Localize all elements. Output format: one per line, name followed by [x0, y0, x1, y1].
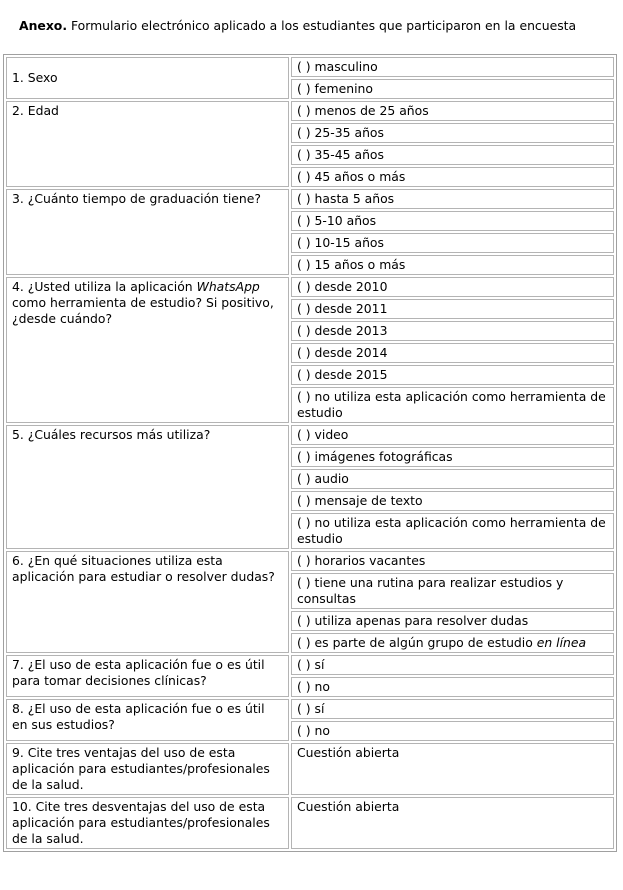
option-cell: ( ) tiene una rutina para realizar estudios y consultas: [291, 573, 614, 609]
option-text: ( ) es parte de algún grupo de estudio: [297, 635, 537, 650]
option-cell: ( ) 15 años o más: [291, 255, 614, 275]
question-6: 6. ¿En qué situaciones utiliza esta aplicación para estudiar o resolver dudas?: [6, 551, 289, 653]
option-cell: ( ) no utiliza esta aplicación como herramienta de estudio: [291, 513, 614, 549]
caption-label: Anexo.: [19, 18, 68, 33]
table-row: [6, 743, 614, 795]
option-cell: ( ) femenino: [291, 79, 614, 99]
table-row: [6, 699, 614, 719]
question-8: 8. ¿El uso de esta aplicación fue o es útil en sus estudios?: [6, 699, 289, 741]
option-cell: ( ) desde 2015: [291, 365, 614, 385]
option-cell: ( ) hasta 5 años: [291, 189, 614, 209]
option-cell: ( ) 10-15 años: [291, 233, 614, 253]
option-cell: [291, 633, 614, 653]
caption-text: Formulario electrónico aplicado a los estudiantes que participaron en la encuesta: [67, 18, 577, 33]
option-text-emphasis: en línea: [536, 635, 587, 650]
option-cell: ( ) no utiliza esta aplicación como herramienta de estudio: [291, 387, 614, 423]
question-4: [6, 277, 289, 423]
question-9: 9. Cite tres ventajas del uso de esta aplicación para estudiantes/profesionales de la salud.: [6, 743, 289, 795]
survey-table: [3, 54, 617, 852]
option-cell: ( ) masculino: [291, 57, 614, 77]
table-caption: [19, 18, 576, 34]
table-row: [6, 101, 614, 121]
option-cell: ( ) desde 2010: [291, 277, 614, 297]
question-1: 1. Sexo: [6, 57, 289, 99]
app-name: WhatsApp: [196, 279, 260, 294]
option-cell: ( ) horarios vacantes: [291, 551, 614, 571]
answer-cell: Cuestión abierta: [291, 797, 614, 849]
question-7: 7. ¿El uso de esta aplicación fue o es útil para tomar decisiones clínicas?: [6, 655, 289, 697]
table-row: [6, 797, 614, 849]
table-row: [6, 551, 614, 571]
option-cell: ( ) 25-35 años: [291, 123, 614, 143]
table-row: [6, 655, 614, 675]
question-5: 5. ¿Cuáles recursos más utiliza?: [6, 425, 289, 549]
option-cell: ( ) mensaje de texto: [291, 491, 614, 511]
option-cell: ( ) sí: [291, 699, 614, 719]
question-4-text-end: como herramienta de estudio? Si positivo, ¿desde cuándo?: [12, 295, 274, 326]
table-row: [6, 57, 614, 77]
option-cell: ( ) video: [291, 425, 614, 445]
option-cell: ( ) 35-45 años: [291, 145, 614, 165]
option-cell: ( ) audio: [291, 469, 614, 489]
question-2: 2. Edad: [6, 101, 289, 187]
option-cell: ( ) desde 2013: [291, 321, 614, 341]
option-cell: ( ) utiliza apenas para resolver dudas: [291, 611, 614, 631]
table-row: [6, 425, 614, 445]
option-cell: ( ) imágenes fotográficas: [291, 447, 614, 467]
option-cell: ( ) no: [291, 721, 614, 741]
option-cell: ( ) desde 2011: [291, 299, 614, 319]
option-cell: ( ) menos de 25 años: [291, 101, 614, 121]
option-cell: ( ) 45 años o más: [291, 167, 614, 187]
option-cell: ( ) sí: [291, 655, 614, 675]
table-row: [6, 277, 614, 297]
answer-cell: Cuestión abierta: [291, 743, 614, 795]
question-10: 10. Cite tres desventajas del uso de esta aplicación para estudiantes/profesionales de la salud.: [6, 797, 289, 849]
question-4-text: 4. ¿Usted utiliza la aplicación: [12, 279, 197, 294]
question-3: 3. ¿Cuánto tiempo de graduación tiene?: [6, 189, 289, 275]
option-cell: ( ) 5-10 años: [291, 211, 614, 231]
table-row: [6, 189, 614, 209]
option-cell: ( ) desde 2014: [291, 343, 614, 363]
option-cell: ( ) no: [291, 677, 614, 697]
